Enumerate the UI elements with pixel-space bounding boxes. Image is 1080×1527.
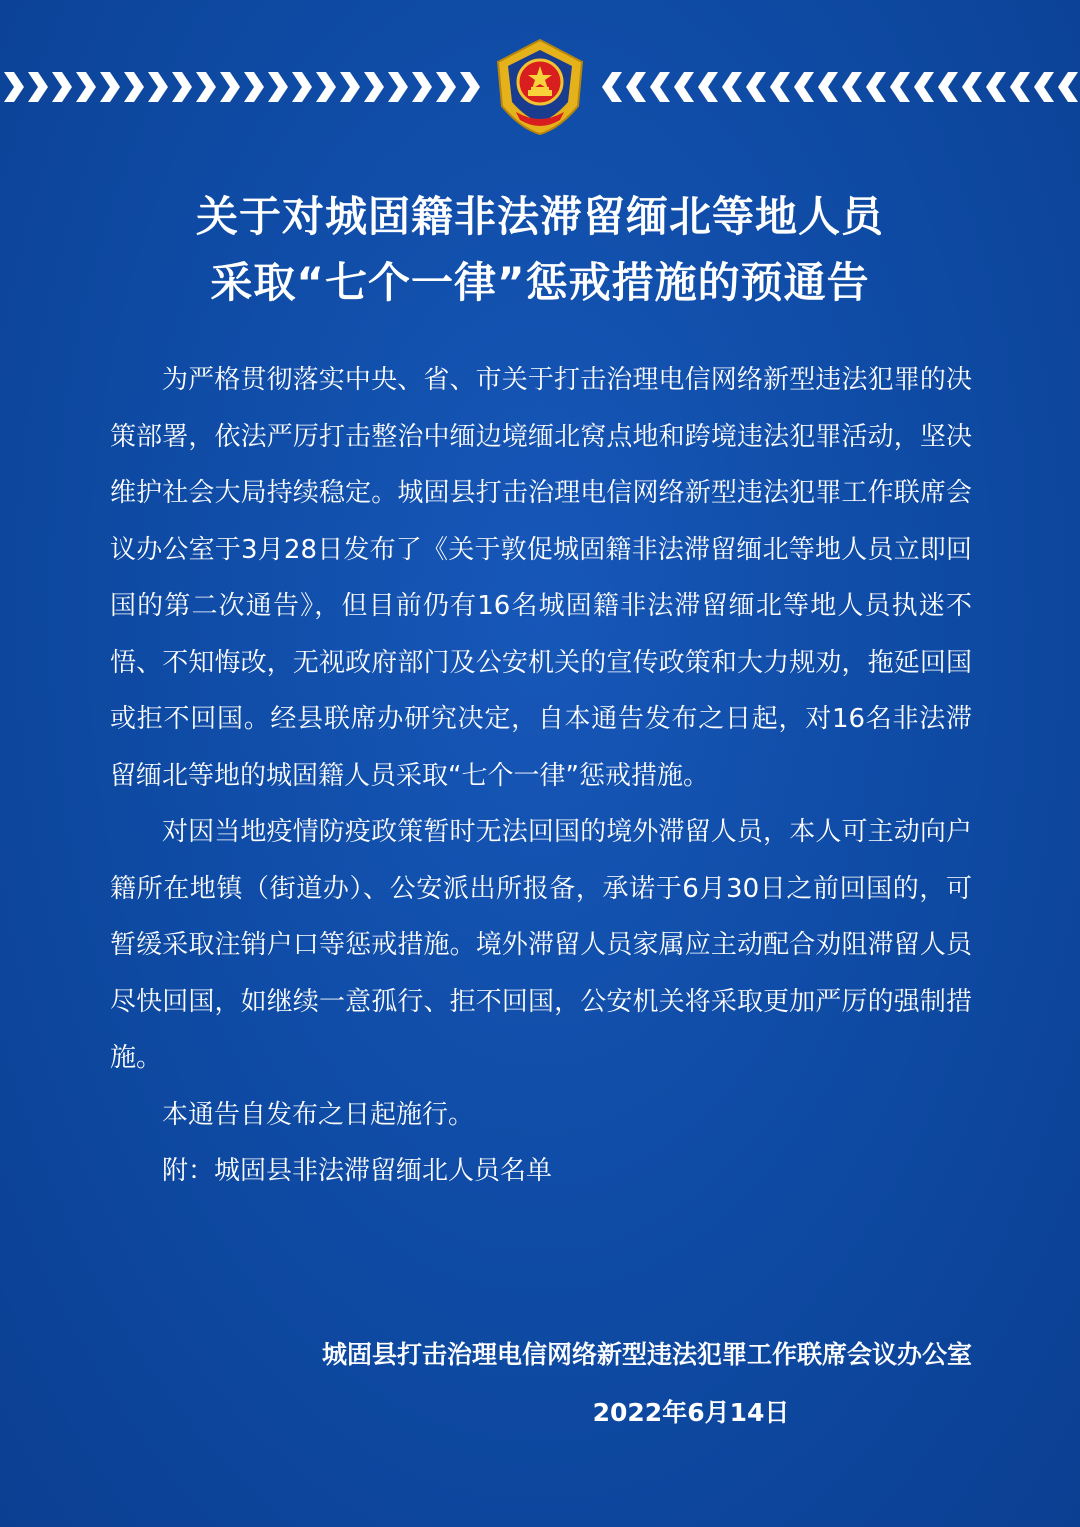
chevron-mark	[938, 72, 958, 102]
chevron-mark	[172, 72, 192, 102]
chevron-mark	[220, 72, 240, 102]
chevron-mark	[890, 72, 910, 102]
notice-body	[110, 352, 972, 1200]
chevron-mark	[674, 72, 694, 102]
chevron-mark	[460, 72, 480, 102]
chevron-mark	[52, 72, 72, 102]
chevron-mark	[412, 72, 432, 102]
chevron-mark	[124, 72, 144, 102]
chevron-mark	[986, 72, 1006, 102]
chevron-mark	[148, 72, 168, 102]
issuing-organization: 城固县打击治理电信网络新型违法犯罪工作联席会议办公室	[321, 1340, 972, 1369]
chevron-mark	[436, 72, 456, 102]
chevron-mark	[914, 72, 934, 102]
chevron-mark	[1058, 72, 1078, 102]
chevron-mark	[746, 72, 766, 102]
chevron-mark	[388, 72, 408, 102]
chevron-mark	[196, 72, 216, 102]
chevron-mark	[4, 72, 24, 102]
chevron-mark	[626, 72, 646, 102]
chevron-mark	[340, 72, 360, 102]
chevron-pattern-right	[602, 72, 1078, 102]
paragraph: 对因当地疫情防疫政策暂时无法回国的境外滞留人员，本人可主动向户籍所在地镇（街道办）、公安派出所报备，承诺于6月30日之前回国的，可暂缓采取注销户口等惩戒措施。境外滞留人员家属应主动配合劝阻滞留人员尽快回国，如继续一意孤行、拒不回国，公安机关将采取更加严厉的强制措施。	[110, 817, 972, 1073]
chevron-mark	[794, 72, 814, 102]
chevron-mark	[722, 72, 742, 102]
title-line-2: 采取“七个一律”惩戒措施的预通告	[210, 258, 870, 307]
signoff	[110, 1326, 972, 1442]
chevron-mark	[770, 72, 790, 102]
paragraph: 为严格贯彻落实中央、省、市关于打击治理电信网络新型违法犯罪的决策部署，依法严厉打击整治中缅边境缅北窝点地和跨境违法犯罪活动，坚决维护社会大局持续稳定。城固县打击治理电信网络新型违法犯罪工作联席会议办公室于3月28日发布了《关于敦促城固籍非法滞留缅北等地人员立即回国的第二次通告》，但目前仍有16名城固籍非法滞留缅北等地人员执迷不悟、不知悔改，无视政府部门及公安机关的宣传政策和大力规劝，拖延回国或拒不回国。经县联席办研究决定，自本通告发布之日起，对16名非法滞留缅北等地的城固籍人员采取“七个一律”惩戒措施。	[110, 365, 972, 791]
police-emblem-icon	[490, 36, 590, 136]
chevron-mark	[818, 72, 838, 102]
paragraph: 本通告自发布之日起施行。	[162, 1099, 475, 1130]
attachment-note: 附：城固县非法滞留缅北人员名单	[162, 1156, 553, 1186]
title-line-1: 关于对城固籍非法滞留缅北等地人员	[195, 192, 884, 241]
chevron-mark	[962, 72, 982, 102]
chevron-mark	[292, 72, 312, 102]
chevron-mark	[316, 72, 336, 102]
chevron-mark	[76, 72, 96, 102]
chevron-mark	[28, 72, 48, 102]
chevron-mark	[1010, 72, 1030, 102]
chevron-mark	[650, 72, 670, 102]
chevron-mark	[842, 72, 862, 102]
chevron-mark	[100, 72, 120, 102]
chevron-mark	[268, 72, 288, 102]
chevron-mark	[602, 72, 622, 102]
chevron-mark	[698, 72, 718, 102]
issue-date: 2022年6月14日	[592, 1398, 790, 1427]
chevron-mark	[364, 72, 384, 102]
chevron-mark	[244, 72, 264, 102]
chevron-pattern-left	[4, 72, 480, 102]
page-title	[60, 184, 1020, 316]
chevron-mark	[866, 72, 886, 102]
chevron-mark	[1034, 72, 1054, 102]
